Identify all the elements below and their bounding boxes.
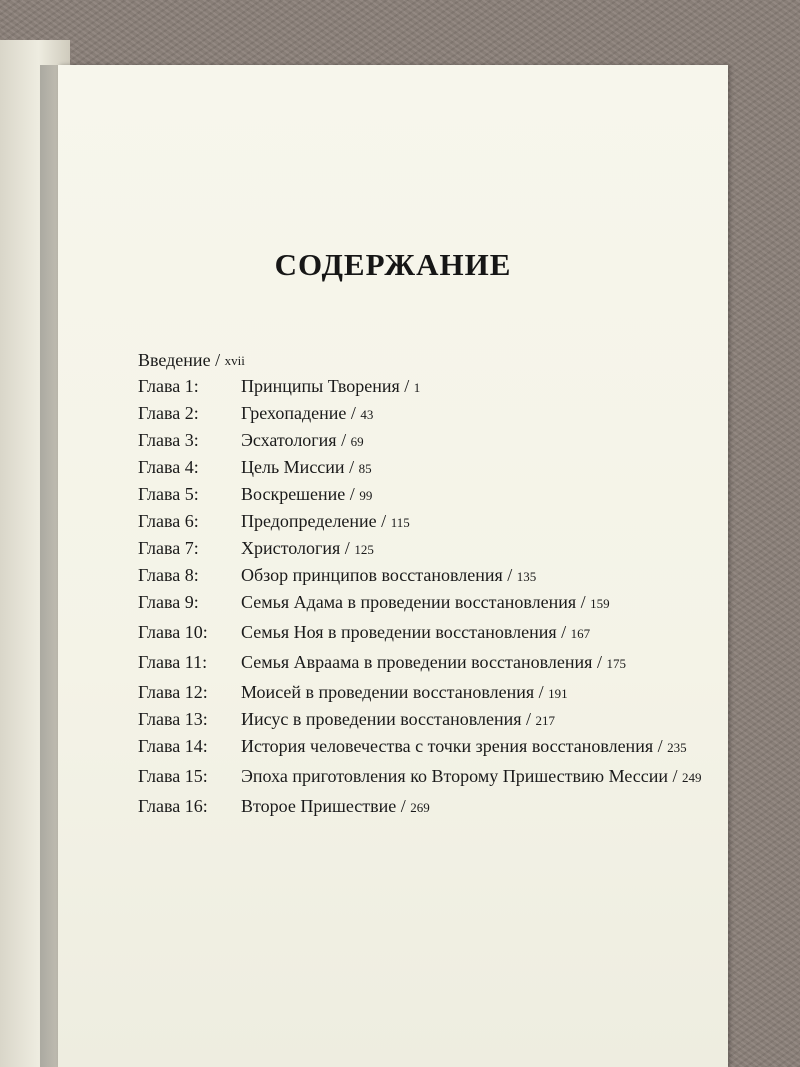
- toc-page-number: 235: [667, 740, 687, 755]
- toc-entry-title: Цель Миссии: [241, 457, 345, 477]
- toc-entry-intro: Введение / xvii: [138, 348, 728, 373]
- toc-entry: Глава 2: Грехопадение / 43: [138, 401, 728, 427]
- toc-entry: Глава 8: Обзор принципов восстановления / 135: [138, 563, 728, 589]
- toc-entry: Глава 10: Семья Ноя в проведении восстановления / 167: [138, 620, 728, 646]
- toc-page-number: xvii: [224, 353, 245, 368]
- table-of-contents: [138, 348, 728, 821]
- toc-chapter-label: Глава 1:: [138, 376, 199, 396]
- toc-page-number: 115: [390, 515, 410, 530]
- toc-chapter-label: Глава 15:: [138, 766, 208, 786]
- toc-entry: Глава 5: Воскрешение / 99: [138, 482, 728, 508]
- toc-entry-title: Предопределение: [241, 511, 377, 531]
- toc-entry: Глава 16: Второе Пришествие / 269: [138, 794, 728, 820]
- toc-entry: Глава 12: Моисей в проведении восстановления / 191: [138, 680, 728, 706]
- toc-page-number: 69: [350, 434, 364, 449]
- toc-page-number: 99: [359, 488, 373, 503]
- toc-page-number: 175: [606, 656, 626, 671]
- toc-chapter-label: Глава 5:: [138, 484, 199, 504]
- toc-entry: Глава 15: Эпоха приготовления ко Второму Пришествию Мессии / 249: [138, 764, 728, 790]
- toc-chapter-label: Глава 3:: [138, 430, 199, 450]
- toc-entry: Глава 6: Предопределение / 115: [138, 509, 728, 535]
- toc-entry: Глава 1: Принципы Творения / 1: [138, 374, 728, 400]
- toc-entry-title: Эпоха приготовления ко Второму Пришествию Мессии: [241, 766, 669, 786]
- toc-entry: Глава 7: Христология / 125: [138, 536, 728, 562]
- toc-entry-title: Воскрешение: [241, 484, 346, 504]
- toc-entry: Глава 3: Эсхатология / 69: [138, 428, 728, 454]
- toc-page-number: 217: [535, 713, 556, 728]
- toc-entry-title: Христология: [241, 538, 341, 558]
- toc-chapter-label: Глава 7:: [138, 538, 199, 558]
- toc-chapter-label: Глава 4:: [138, 457, 199, 477]
- toc-page-number: 85: [358, 461, 372, 476]
- toc-page-number: 249: [682, 770, 702, 785]
- toc-chapter-label: Глава 10:: [138, 622, 208, 642]
- toc-entry-title: Эсхатология: [241, 430, 337, 450]
- toc-chapter-label: Глава 6:: [138, 511, 199, 531]
- toc-entry-title: Принципы Творения: [241, 376, 400, 396]
- toc-chapter-label: Глава 2:: [138, 403, 199, 423]
- toc-entry: Глава 11: Семья Авраама в проведении восстановления / 175: [138, 650, 728, 676]
- toc-page-number: 159: [590, 596, 610, 611]
- toc-page-number: 1: [413, 380, 421, 395]
- toc-chapter-label: Глава 12:: [138, 682, 208, 702]
- toc-entry: Глава 4: Цель Миссии / 85: [138, 455, 728, 481]
- toc-entry: Глава 14: История человечества с точки зрения восстановления / 235: [138, 734, 728, 760]
- toc-entry-title: Обзор принципов восстановления: [241, 565, 503, 585]
- toc-entry-title: Второе Пришествие: [241, 796, 397, 816]
- toc-page-number: 43: [360, 407, 374, 422]
- toc-entry: Глава 9: Семья Адама в проведении восстановления / 159: [138, 590, 728, 616]
- toc-entry-title: Грехопадение: [241, 403, 347, 423]
- toc-page-number: 135: [516, 569, 537, 584]
- toc-chapter-label: Глава 14:: [138, 736, 208, 756]
- toc-entry-title: Введение: [138, 350, 211, 370]
- toc-page-number: 125: [354, 542, 374, 557]
- toc-chapter-label: Глава 16:: [138, 796, 208, 816]
- toc-chapter-label: Глава 9:: [138, 592, 199, 612]
- toc-entry-title: История человечества с точки зрения восстановления: [241, 736, 654, 756]
- toc-entry-title: Моисей в проведении восстановления: [241, 682, 535, 702]
- toc-entry: Глава 13: Иисус в проведении восстановления / 217: [138, 707, 728, 733]
- toc-chapter-label: Глава 11:: [138, 652, 208, 672]
- toc-page-number: 191: [548, 686, 568, 701]
- toc-chapter-label: Глава 13:: [138, 709, 208, 729]
- book-page: [58, 65, 728, 1067]
- toc-entry-title: Семья Адама в проведении восстановления: [241, 592, 577, 612]
- toc-page-number: 269: [410, 800, 430, 815]
- toc-entry-title: Иисус в проведении восстановления: [241, 709, 522, 729]
- page-title: СОДЕРЖАНИЕ: [274, 247, 512, 282]
- toc-page-number: 167: [570, 626, 591, 641]
- toc-entry-title: Семья Ноя в проведении восстановления: [241, 622, 557, 642]
- toc-chapter-label: Глава 8:: [138, 565, 199, 585]
- toc-entry-title: Семья Авраама в проведении восстановления: [241, 652, 593, 672]
